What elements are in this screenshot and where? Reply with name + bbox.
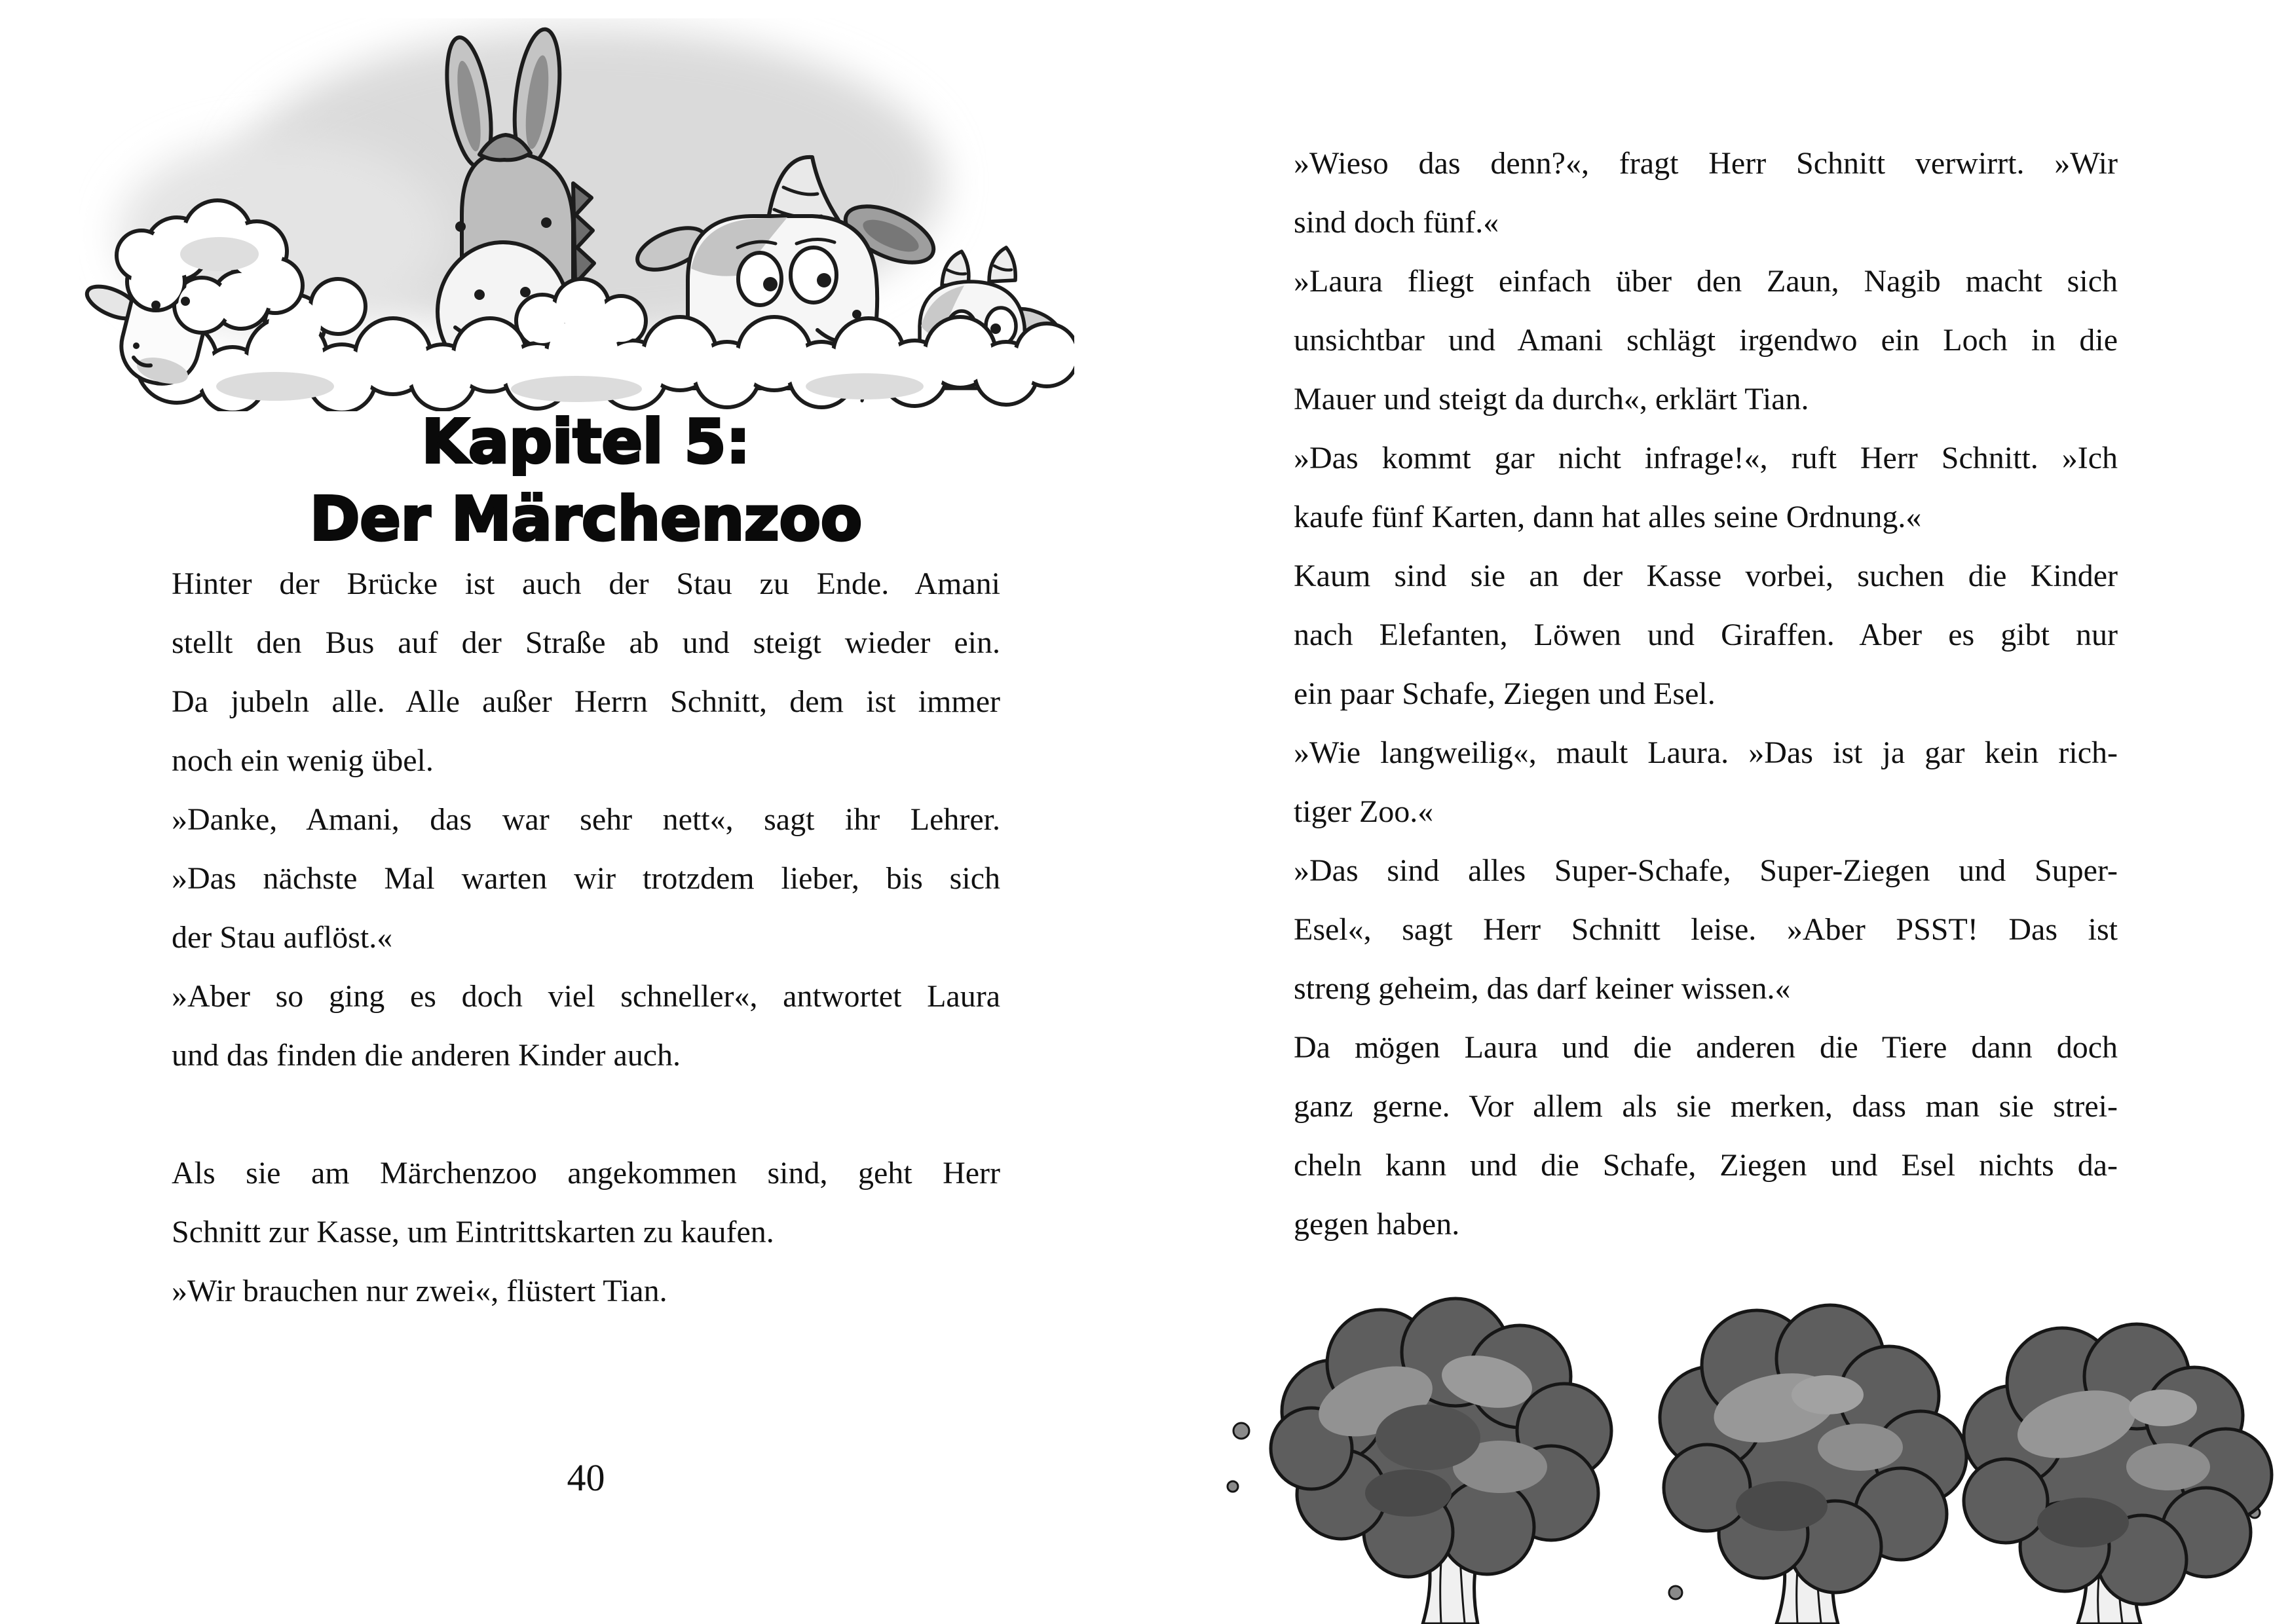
text-line: noch ein wenig übel. bbox=[172, 743, 434, 778]
text-line: ein paar Schafe, Ziegen und Esel. bbox=[1294, 676, 1716, 711]
text-line: Esel«, sagt Herr Schnitt leise. »Aber PSST! Das ist bbox=[1294, 912, 2118, 947]
text-line: gegen haben. bbox=[1294, 1207, 1460, 1242]
text-line: unsichtbar und Amani schlägt irgendwo ein Loch in die bbox=[1294, 323, 2118, 358]
page-number: 40 bbox=[567, 1456, 605, 1499]
left-page-text bbox=[172, 555, 1000, 1321]
text-line: »Wie langweilig«, mault Laura. »Das ist ja gar kein rich- bbox=[1294, 735, 2118, 770]
text-line: und das finden die anderen Kinder auch. bbox=[172, 1038, 681, 1073]
text-line: kaufe fünf Karten, dann hat alles seine Ordnung.« bbox=[1294, 500, 1922, 534]
tree-crown bbox=[1964, 1324, 2272, 1604]
chapter-illustration-animals-in-clouds bbox=[79, 18, 1074, 411]
text-line: »Das sind alles Super-Schafe, Super-Ziegen und Super- bbox=[1294, 853, 2118, 888]
text-line: Da jubeln alle. Alle außer Herrn Schnitt, dem ist immer bbox=[172, 684, 1000, 719]
text-line: cheln kann und die Schafe, Ziegen und Esel nichts da- bbox=[1294, 1148, 2118, 1183]
text-line: sind doch fünf.« bbox=[1294, 205, 1499, 240]
chapter-title bbox=[172, 403, 1000, 558]
text-line: »Wir brauchen nur zwei«, flüstert Tian. bbox=[172, 1274, 667, 1308]
text-line: Schnitt zur Kasse, um Eintrittskarten zu kaufen. bbox=[172, 1215, 774, 1249]
text-line: »Das kommt gar nicht infrage!«, ruft Herr Schnitt. »Ich bbox=[1294, 441, 2118, 475]
text-line: »Wieso das denn?«, fragt Herr Schnitt verwirrt. »Wir bbox=[1294, 146, 2118, 181]
text-line: nach Elefanten, Löwen und Giraffen. Aber es gibt nur bbox=[1294, 618, 2118, 652]
trees-illustration bbox=[1212, 1297, 2290, 1624]
right-page-text bbox=[1294, 134, 2118, 1254]
text-line: Kaum sind sie an der Kasse vorbei, suchen die Kinder bbox=[1294, 559, 2118, 593]
text-line: ganz gerne. Vor allem als sie merken, dass man sie strei- bbox=[1294, 1089, 2118, 1124]
text-line: Als sie am Märchenzoo angekommen sind, geht Herr bbox=[172, 1156, 1000, 1190]
text-line: stellt den Bus auf der Straße ab und steigt wieder ein. bbox=[172, 625, 1000, 660]
text-line: »Laura fliegt einfach über den Zaun, Nagib macht sich bbox=[1294, 264, 2118, 299]
text-line: »Aber so ging es doch viel schneller«, antwortet Laura bbox=[172, 979, 1000, 1014]
text-line: »Danke, Amani, das war sehr nett«, sagt ihr Lehrer. bbox=[172, 802, 1000, 837]
text-line: Mauer und steigt da durch«, erklärt Tian. bbox=[1294, 382, 1809, 416]
chapter-title-line2: Der Märchenzoo bbox=[309, 484, 863, 554]
text-line: streng geheim, das darf keiner wissen.« bbox=[1294, 971, 1791, 1006]
chapter-title-line1: Kapitel 5: bbox=[421, 407, 751, 477]
text-line: tiger Zoo.« bbox=[1294, 794, 1434, 829]
paragraph-gap bbox=[172, 1085, 1000, 1144]
text-line: Hinter der Brücke ist auch der Stau zu Ende. Amani bbox=[172, 566, 1000, 601]
text-line: »Das nächste Mal warten wir trotzdem lieber, bis sich bbox=[172, 861, 1000, 896]
text-line: der Stau auflöst.« bbox=[172, 920, 393, 955]
tree-crown bbox=[1660, 1305, 1966, 1593]
text-line: Da mögen Laura und die anderen die Tiere dann doch bbox=[1294, 1030, 2118, 1065]
